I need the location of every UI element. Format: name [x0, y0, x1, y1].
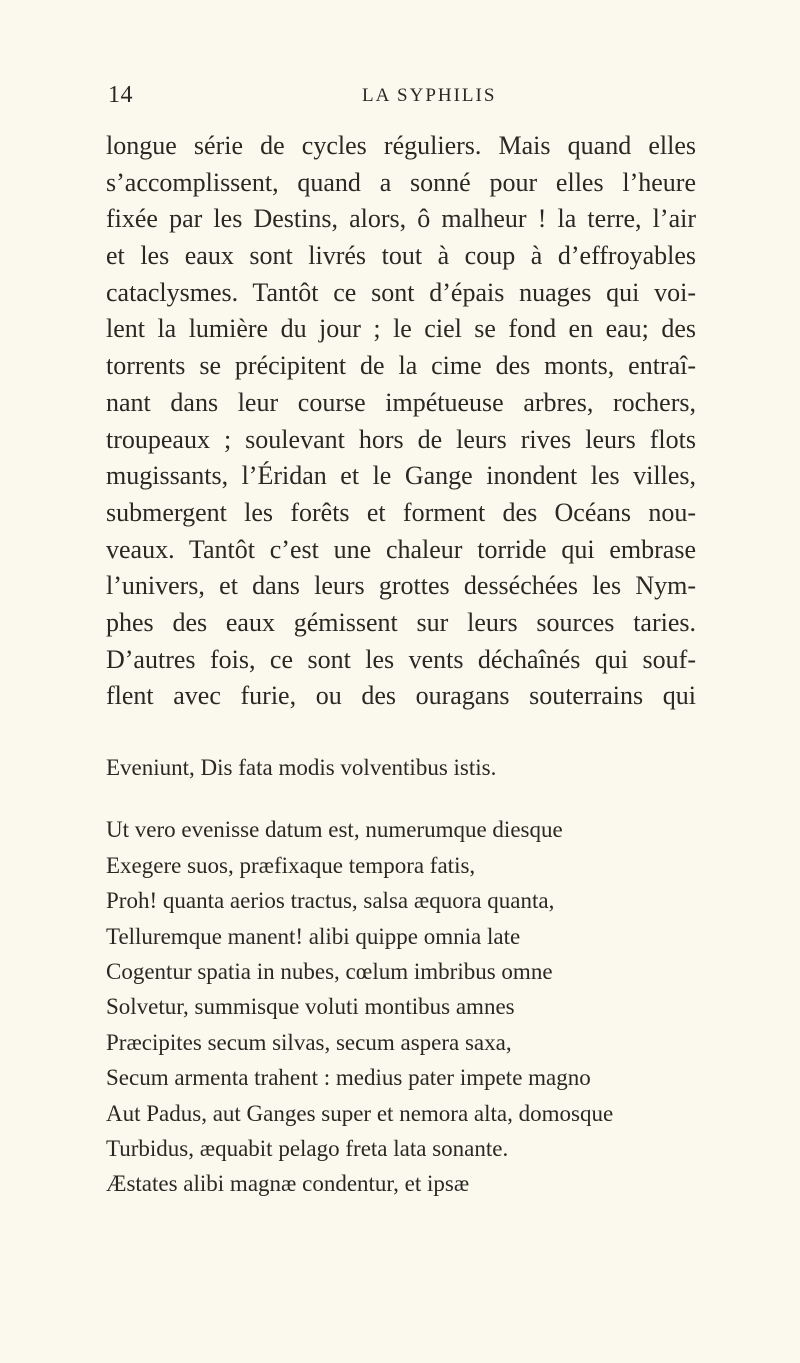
prose-line: submergent les forêts et forment des Océans nou- — [106, 497, 696, 527]
prose-line: torrents se précipitent de la cime des monts, entraî- — [106, 351, 696, 381]
prose-line: phes des eaux gémissent sur leurs sources taries. — [106, 607, 696, 637]
running-head — [102, 82, 698, 112]
verse-line: Cogentur spatia in nubes, cœlum imbribus omne — [106, 958, 553, 984]
prose-line: troupeaux ; soulevant hors de leurs rives leurs flots — [106, 424, 696, 454]
running-title: LA SYPHILIS — [362, 85, 497, 106]
verse-intro-line: Eveniunt, Dis fata modis volventibus istis. — [106, 755, 497, 780]
prose-line: D’autres fois, ce sont les vents déchaînés qui souf- — [106, 644, 696, 674]
prose-line: longue série de cycles réguliers. Mais quand elles — [106, 131, 696, 160]
page-number: 14 — [108, 82, 133, 108]
prose-line: cataclysmes. Tantôt ce sont d’épais nuages qui voi- — [106, 277, 696, 307]
prose-line: veaux. Tantôt c’est une chaleur torride qui embrase — [106, 534, 696, 564]
prose-line: et les eaux sont livrés tout à coup à d’effroyables — [106, 241, 696, 271]
verse-line: Præcipites secum silvas, secum aspera saxa, — [106, 1029, 512, 1055]
prose-paragraph — [106, 128, 696, 715]
verse-line: Turbidus, æquabit pelago freta lata sonante. — [106, 1135, 509, 1161]
prose-line: flent avec furie, ou des ouragans souterrains qui — [106, 681, 696, 711]
verse-line: Solvetur, summisque voluti montibus amnes — [106, 994, 515, 1020]
verse-line: Proh! quanta aerios tractus, salsa æquora quanta, — [106, 888, 555, 914]
prose-line: mugissants, l’Éridan et le Gange inondent les villes, — [106, 461, 696, 491]
verse-line: Ut vero evenisse datum est, numerumque diesque — [106, 817, 563, 843]
prose-line: l’univers, et dans leurs grottes desséchées les Nym- — [106, 571, 696, 601]
verse-line: Exegere suos, præfixaque tempora fatis, — [106, 852, 476, 878]
verse-line: Æstates alibi magnæ condentur, et ipsæ — [106, 1171, 470, 1197]
prose-line: s’accomplissent, quand a sonné pour elles l’heure — [106, 167, 696, 197]
stanza-gap — [106, 785, 706, 812]
verse-line: Secum armenta trahent : medius pater impete magno — [106, 1065, 591, 1091]
prose-line: fixée par les Destins, alors, ô malheur ! la terre, l’air — [106, 204, 696, 234]
prose-line: nant dans leur course impétueuse arbres, rochers, — [106, 387, 696, 417]
verse-line: Telluremque manent! alibi quippe omnia late — [106, 923, 521, 949]
prose-line: lent la lumière du jour ; le ciel se fond en eau; des — [106, 314, 696, 344]
latin-verse-quotation — [106, 750, 706, 1202]
verse-line: Aut Padus, aut Ganges super et nemora alta, domosque — [106, 1100, 614, 1126]
